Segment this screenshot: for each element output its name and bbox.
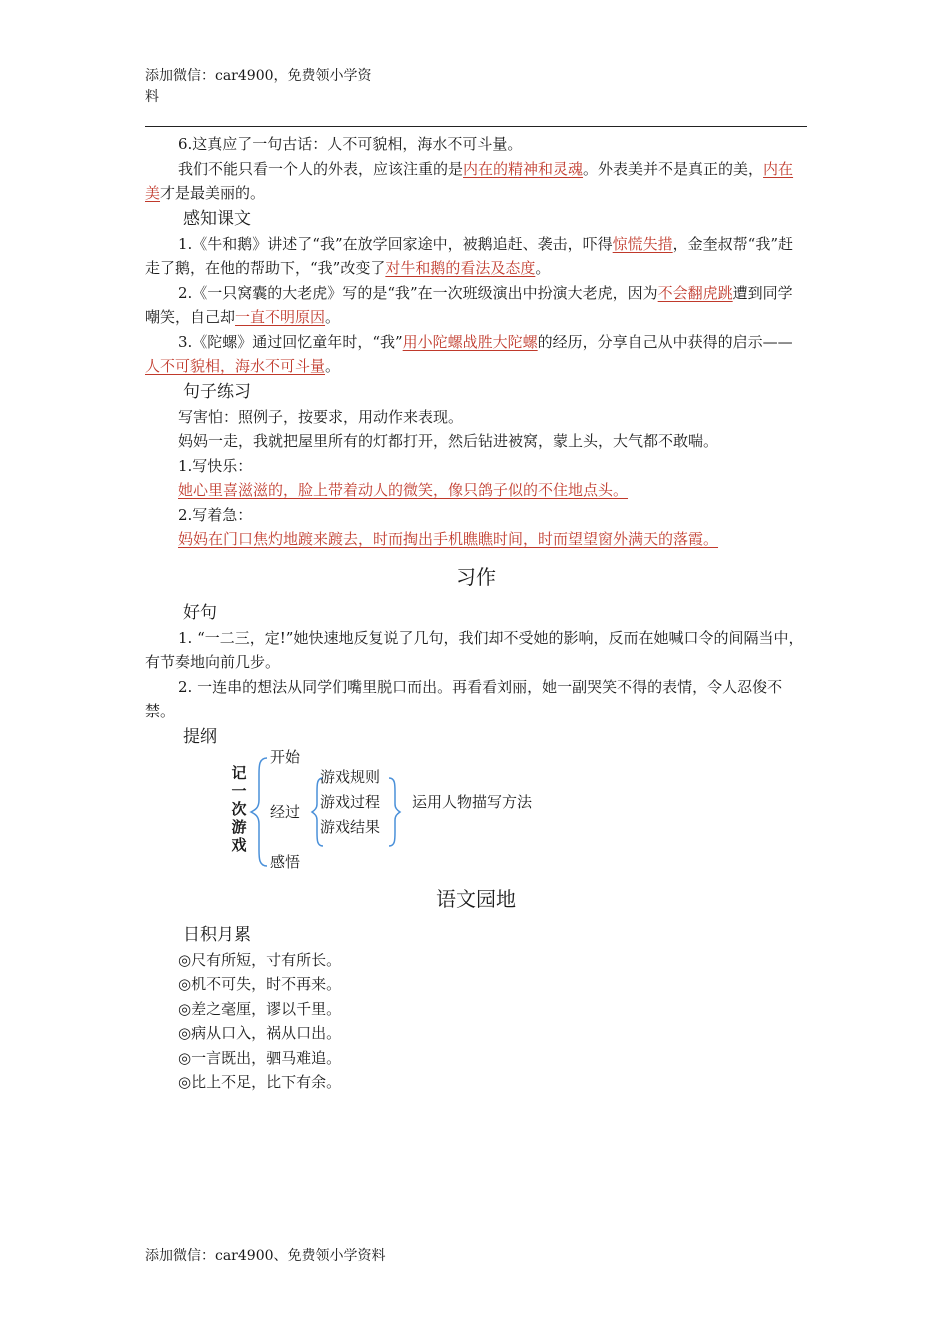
answer-blank: 一直不明原因	[235, 308, 326, 326]
sentence-answer-1: 她心里喜滋滋的，脸上带着动人的微笑，像只鸽子似的不住地点头。	[178, 481, 629, 499]
header-watermark	[145, 66, 395, 108]
answer-blank: 惊慌失措	[612, 234, 673, 253]
outline-process: 经过	[270, 802, 301, 821]
subheading-perceive: 感知课文	[183, 208, 251, 229]
answer-blank: 用小陀螺战胜大陀螺	[402, 332, 538, 351]
perceive-item-2: 2.《一只窝囊的大老虎》写的是“我”在一次班级演出中扮演大老虎，因为不会翻虎跳遭到同学嘲笑，自己却一直不明原因。	[145, 283, 793, 326]
right-brace	[389, 778, 400, 846]
proverb-4: ◎病从口入，祸从口出。	[178, 1024, 342, 1042]
sentence-question-1: 1.写快乐：	[178, 456, 253, 475]
footer-watermark: 添加微信：car4900、免费领小学资料	[145, 1248, 386, 1264]
outline-method: 运用人物描写方法	[412, 792, 533, 811]
outline-course: 游戏过程	[320, 792, 381, 811]
subheading-outline: 提纲	[183, 726, 217, 747]
perceive-item-1: 1.《牛和鹅》讲述了“我”在放学回家途中，被鹅追赶、袭击，吓得惊慌失措，金奎叔帮“我”赶走了鹅，在他的帮助下，“我”改变了对牛和鹅的看法及态度。	[145, 234, 794, 277]
paragraph-inner-beauty: 我们不能只看一个人的外表，应该注重的是内在的精神和灵魂。外表美并不是真正的美，内在美才是最美丽的。	[145, 159, 794, 202]
proverb-1: ◎尺有所短，寸有所长。	[178, 950, 342, 969]
outline-topic: 记 一 次 游 戏	[231, 763, 247, 854]
proverb-6: ◎比上不足，比下有余。	[178, 1073, 342, 1091]
item-6: 6.这真应了一句古话：人不可貌相，海水不可斗量。	[178, 135, 523, 153]
subheading-accumulation: 日积月累	[183, 924, 251, 945]
sentence-instruction: 写害怕：照例子，按要求，用动作来表现。	[178, 407, 464, 426]
proverb-2: ◎机不可失，时不再来。	[178, 975, 342, 993]
sentence-question-2: 2.写着急：	[178, 505, 253, 524]
sentence-answer-2: 妈妈在门口焦灼地踱来踱去，时而掏出手机瞧瞧时间，时而望望窗外满天的落霞。	[178, 530, 719, 548]
sentence-example: 妈妈一走，我就把屋里所有的灯都打开，然后钻进被窝，蒙上头，大气都不敢喘。	[178, 432, 719, 450]
heading-composition: 习作	[456, 564, 496, 589]
answer-blank: 对牛和鹅的看法及态度	[385, 259, 536, 277]
outline-start: 开始	[270, 747, 301, 766]
subheading-sentence: 句子练习	[183, 381, 251, 402]
proverb-3: ◎差之毫厘，谬以千里。	[178, 999, 342, 1018]
outer-brace	[251, 758, 267, 866]
answer-blank: 内在美	[145, 159, 794, 202]
header-line-2: 料	[145, 89, 159, 105]
header-divider	[145, 126, 807, 127]
outline-feeling: 感悟	[270, 852, 301, 871]
heading-garden: 语文园地	[436, 886, 516, 911]
proverb-5: ◎一言既出，驷马难追。	[178, 1048, 342, 1067]
subheading-good-sentences: 好句	[183, 602, 217, 623]
good-sentence-2: 2. 一连串的想法从同学们嘴里脱口而出。再看看刘丽，她一副哭笑不得的表情，令人忍俊不禁。	[145, 677, 783, 720]
answer-blank: 人不可貌相，海水不可斗量	[145, 357, 326, 375]
perceive-item-3: 3.《陀螺》通过回忆童年时，“我”用小陀螺战胜大陀螺的经历，分享自己从中获得的启示——人不可貌相，海水不可斗量。	[145, 332, 793, 375]
outline-diagram	[145, 747, 807, 874]
good-sentence-1: 1. “一二三，定!”她快速地反复说了几句，我们却不受她的影响，反而在她喊口令的间隔当中，有节奏地向前几步。	[145, 628, 804, 671]
outline-rules: 游戏规则	[320, 767, 381, 786]
answer-blank: 内在的精神和灵魂	[463, 159, 584, 178]
answer-blank: 不会翻虎跳	[657, 283, 733, 302]
document-body	[145, 132, 807, 1095]
outline-result: 游戏结果	[320, 817, 381, 836]
header-line-1: 添加微信：car4900，免费领小学资	[145, 68, 372, 84]
